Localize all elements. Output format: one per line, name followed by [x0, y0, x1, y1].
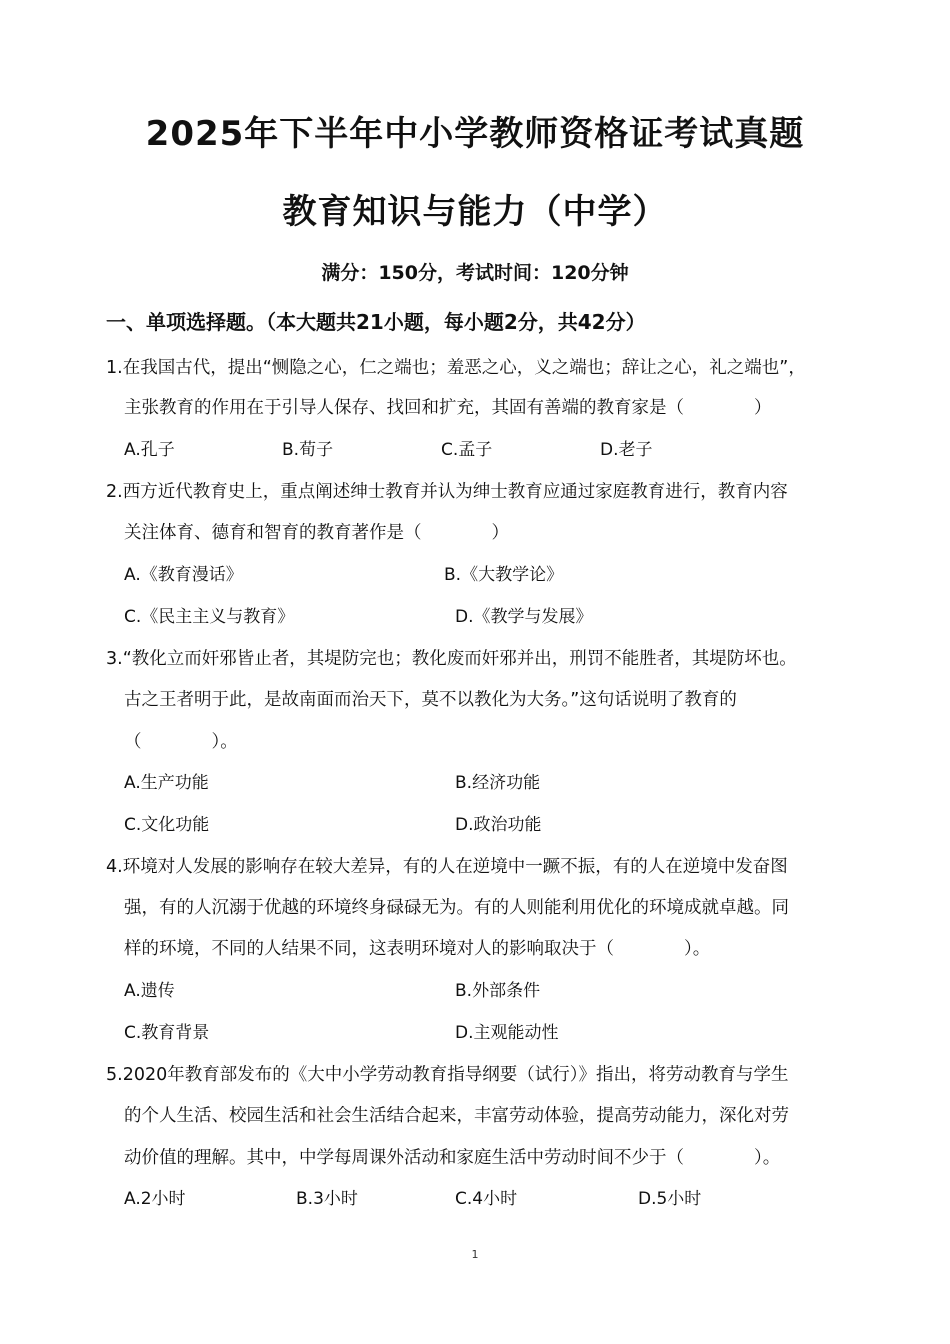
exam-title: 2025年下半年中小学教师资格证考试真题	[145, 114, 805, 154]
question-4-option-c[interactable]: C.教育背景	[124, 1023, 210, 1043]
question-1-line-1: 1.在我国古代，提出“恻隐之心，仁之端也；羞恶之心，义之端也；辞让之心，礼之端也”，	[106, 358, 806, 378]
question-5-option-b[interactable]: B.3小时	[296, 1189, 358, 1209]
question-1-option-a[interactable]: A.孔子	[124, 440, 175, 460]
question-5-line-3: 动价值的理解。其中，中学每周课外活动和家庭生活中劳动时间不少于（ ）。	[124, 1148, 781, 1168]
question-4-option-a[interactable]: A.遗传	[124, 981, 175, 1001]
question-5-option-a[interactable]: A.2小时	[124, 1189, 186, 1209]
question-3-line-3: （ ）。	[124, 732, 238, 752]
question-2-option-a[interactable]: A.《教育漫话》	[124, 565, 243, 585]
question-4-line-2: 强，有的人沉溺于优越的环境终身碌碌无为。有的人则能利用优化的环境成就卓越。同	[124, 898, 789, 918]
question-2-line-2: 关注体育、德育和智育的教育著作是（ ）	[124, 523, 509, 543]
question-5-line-1: 5.2020年教育部发布的《大中小学劳动教育指导纲要（试行）》指出，将劳动教育与学生	[106, 1065, 789, 1085]
exam-subtitle: 教育知识与能力（中学）	[282, 192, 668, 232]
question-1-option-d[interactable]: D.老子	[600, 440, 653, 460]
question-3-option-a[interactable]: A.生产功能	[124, 773, 209, 793]
exam-meta: 满分：150分，考试时间：120分钟	[321, 262, 629, 284]
question-3-option-b[interactable]: B.经济功能	[455, 773, 541, 793]
question-5-option-d[interactable]: D.5小时	[638, 1189, 702, 1209]
question-1-option-b[interactable]: B.荀子	[282, 440, 334, 460]
question-3-line-2: 古之王者明于此，是故南面而治天下，莫不以教化为大务。”这句话说明了教育的	[124, 690, 737, 710]
question-4-line-3: 样的环境，不同的人结果不同，这表明环境对人的影响取决于（ ）。	[124, 939, 711, 959]
question-1-option-c[interactable]: C.孟子	[441, 440, 493, 460]
section-heading: 一、单项选择题。（本大题共21小题，每小题2分，共42分）	[106, 310, 646, 334]
question-3-option-c[interactable]: C.文化功能	[124, 815, 210, 835]
question-4-option-b[interactable]: B.外部条件	[455, 981, 541, 1001]
question-3-option-d[interactable]: D.政治功能	[455, 815, 542, 835]
question-4-option-d[interactable]: D.主观能动性	[455, 1023, 559, 1043]
question-3-line-1: 3.“教化立而奸邪皆止者，其堤防完也；教化废而奸邪并出，刑罚不能胜者，其堤防坏也。	[106, 649, 797, 669]
question-4-line-1: 4.环境对人发展的影响存在较大差异，有的人在逆境中一蹶不振，有的人在逆境中发奋图	[106, 857, 788, 877]
question-5-option-c[interactable]: C.4小时	[455, 1189, 518, 1209]
question-2-option-c[interactable]: C.《民主主义与教育》	[124, 607, 295, 627]
question-1-line-2: 主张教育的作用在于引导人保存、找回和扩充，其固有善端的教育家是（ ）	[124, 398, 772, 418]
question-5-line-2: 的个人生活、校园生活和社会生活结合起来，丰富劳动体验，提高劳动能力，深化对劳	[124, 1106, 789, 1126]
question-2-option-b[interactable]: B.《大教学论》	[444, 565, 564, 585]
question-2-option-d[interactable]: D.《教学与发展》	[455, 607, 593, 627]
question-2-line-1: 2.西方近代教育史上，重点阐述绅士教育并认为绅士教育应通过家庭教育进行，教育内容	[106, 482, 788, 502]
page-number: 1	[471, 1248, 479, 1261]
